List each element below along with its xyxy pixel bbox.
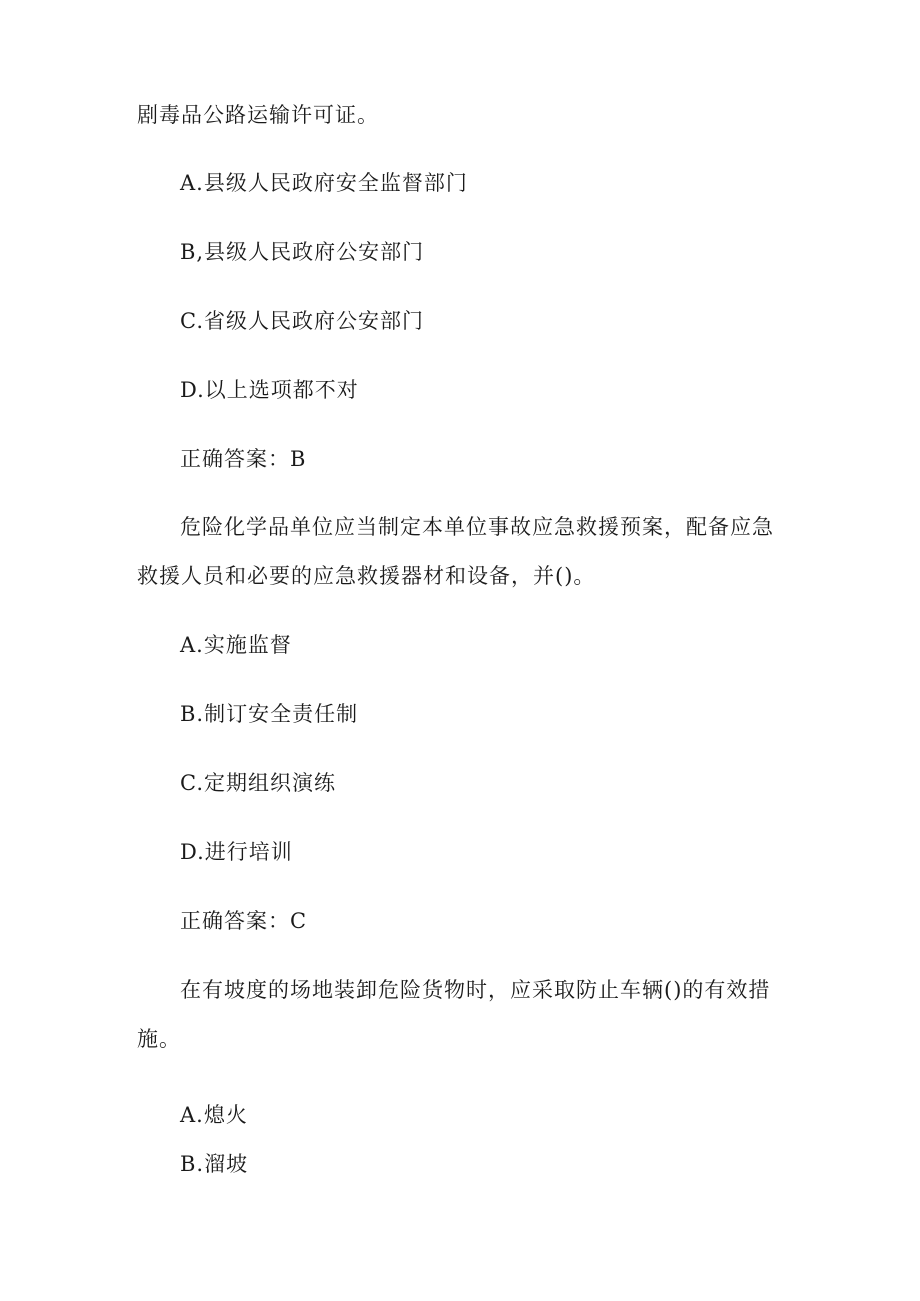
question-1-option-b: B,县级人民政府公安部门 bbox=[180, 240, 425, 264]
question-1-option-d: D.以上选项都不对 bbox=[180, 378, 359, 402]
question-3-option-b: B.溜坡 bbox=[180, 1152, 249, 1176]
question-2-option-d: D.进行培训 bbox=[180, 840, 293, 864]
question-2-stem-line-1: 危险化学品单位应当制定本单位事故应急救援预案，配备应急 bbox=[180, 515, 774, 539]
question-2-stem-line-2: 救援人员和必要的应急救援器材和设备，并()。 bbox=[137, 564, 596, 588]
question-2-option-a: A.实施监督 bbox=[180, 633, 292, 657]
question-3-option-a: A.熄火 bbox=[180, 1103, 248, 1127]
question-2-option-c: C.定期组织演练 bbox=[180, 771, 336, 795]
question-1-answer: 正确答案：B bbox=[180, 447, 307, 471]
question-2-option-b: B.制订安全责任制 bbox=[180, 702, 359, 726]
question-1-option-a: A.县级人民政府安全监督部门 bbox=[180, 171, 468, 195]
question-1-stem-tail: 剧毒品公路运输许可证。 bbox=[137, 103, 379, 127]
question-1-option-c: C.省级人民政府公安部门 bbox=[180, 309, 424, 333]
question-3-stem-line-2: 施。 bbox=[137, 1027, 181, 1051]
question-2-answer: 正确答案：C bbox=[180, 909, 308, 933]
question-3-stem-line-1: 在有坡度的场地装卸危险货物时，应采取防止车辆()的有效措 bbox=[180, 978, 771, 1002]
